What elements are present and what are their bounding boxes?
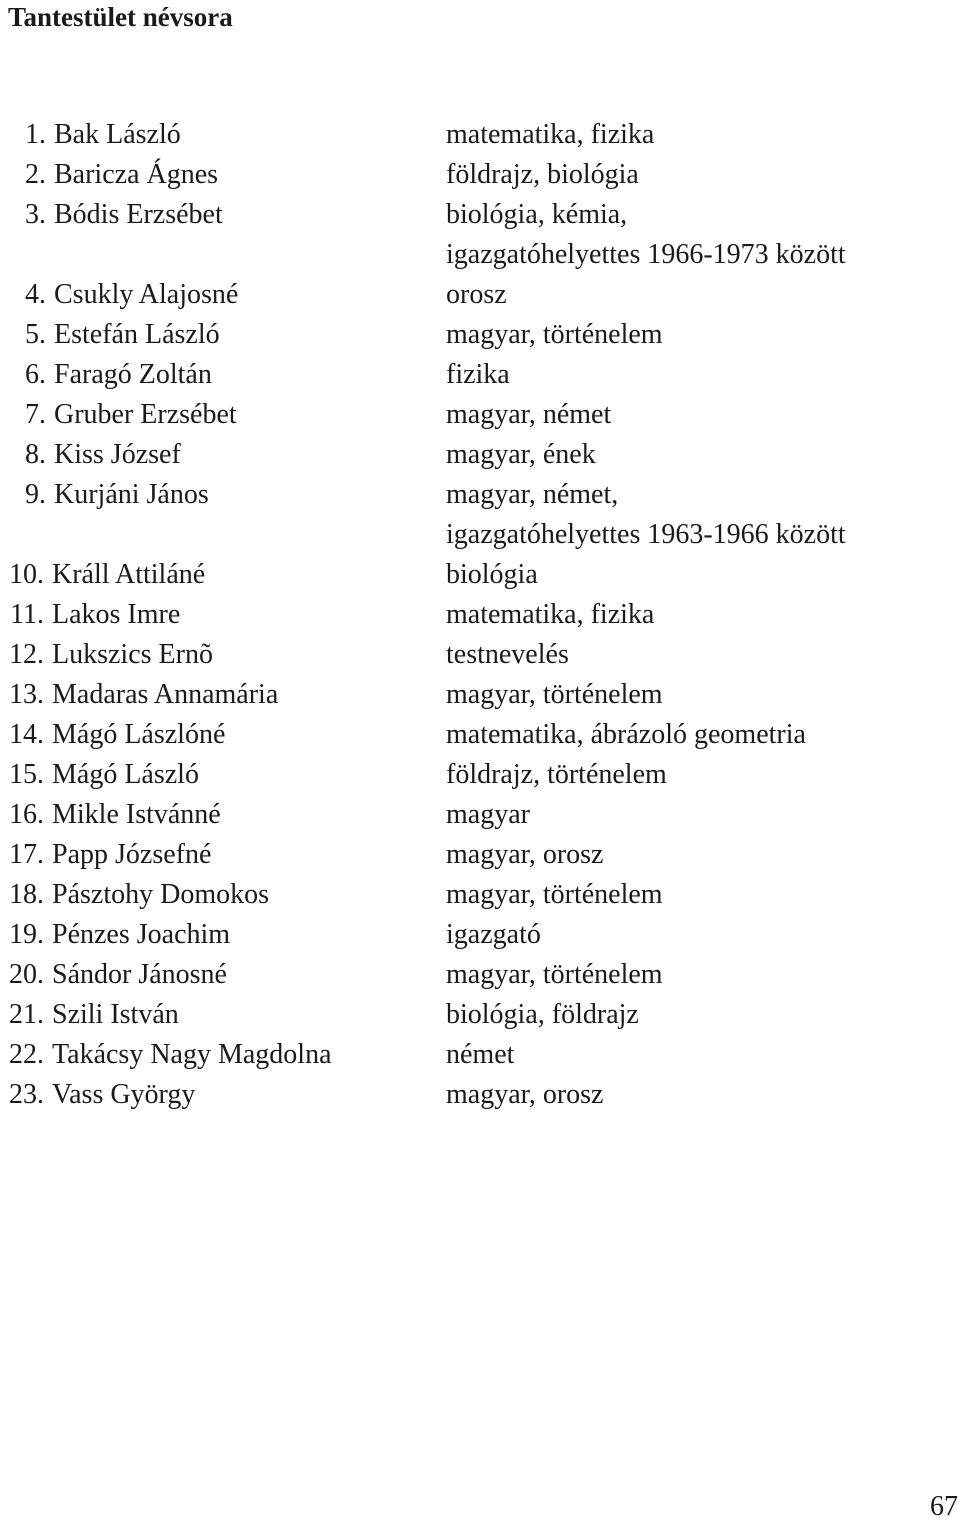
teacher-subject: magyar, történelem [446, 679, 663, 710]
teacher-name: Mikle Istvánné [52, 799, 221, 830]
roster-row [0, 835, 960, 875]
row-number: 9. [25, 479, 46, 510]
teacher-subject: biológia, földrajz [446, 999, 639, 1030]
roster-row [0, 435, 960, 475]
roster-row [0, 915, 960, 955]
teacher-subject: magyar [446, 799, 530, 830]
teacher-name: Kiss József [54, 439, 181, 470]
teacher-name: Takácsy Nagy Magdolna [52, 1039, 332, 1070]
teacher-subject: matematika, ábrázoló geometria [446, 719, 806, 750]
teacher-name: Pénzes Joachim [52, 919, 231, 950]
teacher-name: Madaras Annamária [52, 679, 279, 710]
staff-roster [0, 115, 960, 1115]
row-number: 21. [9, 999, 44, 1030]
roster-row [0, 195, 960, 235]
roster-row [0, 355, 960, 395]
teacher-name: Faragó Zoltán [54, 359, 212, 390]
row-number: 15. [9, 759, 44, 790]
roster-row [0, 995, 960, 1035]
teacher-subject: fizika [446, 359, 510, 390]
teacher-subject: testnevelés [446, 639, 569, 670]
teacher-name: Kurjáni János [54, 479, 209, 510]
row-number: 20. [9, 959, 44, 990]
teacher-name: Estefán László [54, 319, 220, 350]
teacher-subject: magyar, orosz [446, 839, 604, 870]
roster-row [0, 595, 960, 635]
teacher-subject: magyar, ének [446, 439, 596, 470]
teacher-name: Sándor Jánosné [52, 959, 227, 990]
teacher-name: Mágó Lászlóné [52, 719, 226, 750]
teacher-subject: német [446, 1039, 515, 1070]
teacher-subject: magyar, német [446, 399, 612, 430]
row-number: 5. [25, 319, 46, 350]
teacher-subject: magyar, orosz [446, 1079, 604, 1110]
page-number: 67 [930, 1491, 958, 1522]
row-number: 19. [9, 919, 44, 950]
row-number: 16. [9, 799, 44, 830]
teacher-name: Gruber Erzsébet [54, 399, 237, 430]
teacher-subject: magyar, német, [446, 479, 619, 510]
teacher-subject: biológia, kémia, [446, 199, 628, 230]
teacher-subject: magyar, történelem [446, 879, 663, 910]
row-number: 13. [9, 679, 44, 710]
teacher-name: Csukly Alajosné [54, 279, 239, 310]
row-number: 23. [9, 1079, 44, 1110]
roster-row [0, 155, 960, 195]
roster-row [0, 1075, 960, 1115]
roster-row [0, 475, 960, 515]
teacher-subject: igazgatóhelyettes 1966-1973 között [446, 239, 846, 270]
teacher-name: Lukszics Ernõ [52, 639, 213, 670]
roster-row [0, 875, 960, 915]
row-number: 2. [25, 159, 46, 190]
roster-row-continuation [0, 515, 960, 555]
roster-row [0, 635, 960, 675]
teacher-subject: matematika, fizika [446, 599, 655, 630]
row-number: 6. [25, 359, 46, 390]
teacher-subject: igazgatóhelyettes 1963-1966 között [446, 519, 846, 550]
roster-row [0, 755, 960, 795]
row-number: 11. [10, 599, 44, 630]
row-number: 7. [25, 399, 46, 430]
teacher-subject: földrajz, biológia [446, 159, 639, 190]
row-number: 4. [25, 279, 46, 310]
roster-row-continuation [0, 235, 960, 275]
roster-row [0, 115, 960, 155]
teacher-name: Lakos Imre [52, 599, 181, 630]
teacher-name: Vass György [52, 1079, 196, 1110]
teacher-subject: biológia [446, 559, 538, 590]
page-title: Tantestület névsora [8, 2, 233, 32]
roster-row [0, 1035, 960, 1075]
teacher-name: Pásztohy Domokos [52, 879, 269, 910]
row-number: 3. [25, 199, 46, 230]
row-number: 22. [9, 1039, 44, 1070]
teacher-name: Mágó László [52, 759, 199, 790]
roster-row [0, 715, 960, 755]
row-number: 17. [9, 839, 44, 870]
roster-row [0, 395, 960, 435]
teacher-name: Szili István [52, 999, 179, 1030]
teacher-subject: magyar, történelem [446, 959, 663, 990]
roster-row [0, 955, 960, 995]
teacher-subject: matematika, fizika [446, 119, 655, 150]
roster-row [0, 275, 960, 315]
teacher-name: Baricza Ágnes [54, 159, 219, 190]
roster-row [0, 315, 960, 355]
teacher-subject: földrajz, történelem [446, 759, 667, 790]
teacher-name: Bódis Erzsébet [54, 199, 223, 230]
teacher-name: Králl Attiláné [52, 559, 206, 590]
roster-row [0, 675, 960, 715]
row-number: 8. [25, 439, 46, 470]
teacher-name: Papp Józsefné [52, 839, 212, 870]
teacher-name: Bak László [54, 119, 181, 150]
row-number: 12. [9, 639, 44, 670]
row-number: 14. [9, 719, 44, 750]
roster-row [0, 555, 960, 595]
teacher-subject: magyar, történelem [446, 319, 663, 350]
row-number: 10. [9, 559, 44, 590]
roster-row [0, 795, 960, 835]
teacher-subject: igazgató [446, 919, 541, 950]
teacher-subject: orosz [446, 279, 507, 310]
row-number: 1. [25, 119, 46, 150]
row-number: 18. [9, 879, 44, 910]
